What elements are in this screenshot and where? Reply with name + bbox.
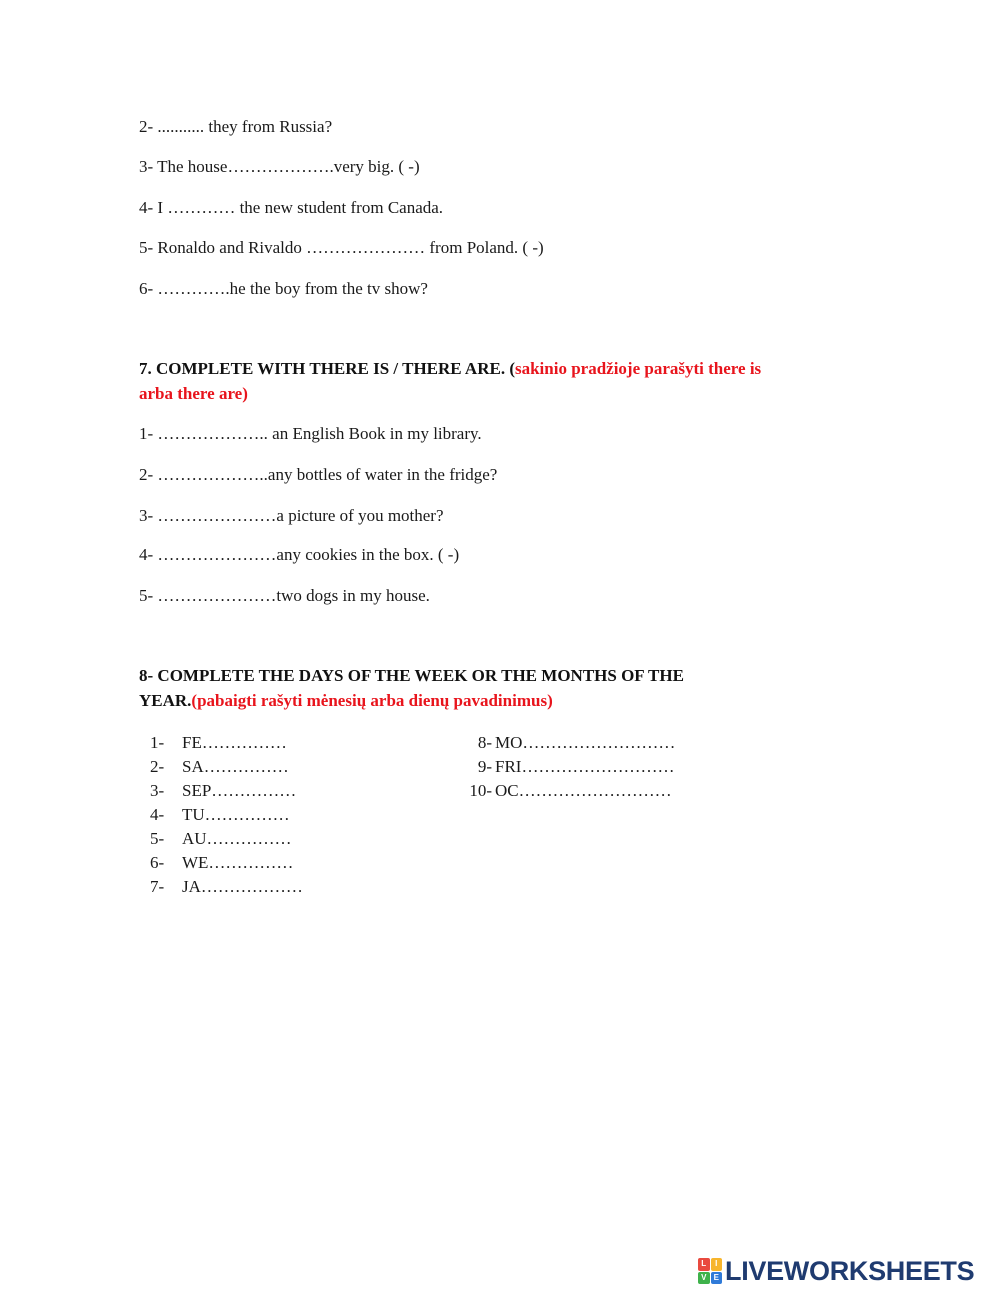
exercise-7-item-5: 5- …………………two dogs in my house. xyxy=(139,586,430,605)
badge-letter-i: I xyxy=(711,1258,723,1271)
exercise-6-item-6: 6- ………….he the boy from the tv show? xyxy=(139,279,428,298)
exercise-6-item-3: 3- The house……………….very big. ( -) xyxy=(139,157,420,176)
exercise-6-item-2: 2- ........... they from Russia? xyxy=(139,117,333,136)
exercise-8-item-8: 8- MO……………………… xyxy=(477,733,676,752)
exercise-8-item-3: 3- SEP…………… xyxy=(150,781,297,800)
exercise-8-item-10: 10- OC……………………… xyxy=(469,781,672,800)
exercise-8-heading-translation: (pabaigti rašyti mėnesių arba dienų pavadinimus) xyxy=(191,691,553,710)
badge-letter-l: L xyxy=(698,1258,710,1271)
exercise-8-item-6: 6- WE…………… xyxy=(150,853,294,872)
exercise-8-heading-line1: 8- COMPLETE THE DAYS OF THE WEEK OR THE MONTHS OF THE xyxy=(139,666,684,685)
exercise-7-item-3: 3- …………………a picture of you mother? xyxy=(139,506,444,525)
exercise-7-heading-translation: sakinio pradžioje parašyti there is xyxy=(514,359,762,378)
exercise-8-item-7: 7- JA……………… xyxy=(150,877,303,896)
exercise-8-item-5: 5- AU…………… xyxy=(150,829,292,848)
badge-letter-e: E xyxy=(711,1272,723,1285)
liveworksheets-logo xyxy=(698,1257,974,1285)
badge-letter-v: V xyxy=(698,1272,710,1285)
exercise-7-item-2: 2- ………………..any bottles of water in the fridge? xyxy=(139,465,498,484)
exercise-6-item-5: 5- Ronaldo and Rivaldo ………………… from Poland. ( -) xyxy=(139,238,544,257)
exercise-7-heading-instruction: 7. COMPLETE WITH THERE IS / THERE ARE. ( xyxy=(139,359,515,378)
exercise-8-item-2: 2- SA…………… xyxy=(150,757,289,776)
exercise-7-item-4: 4- …………………any cookies in the box. ( -) xyxy=(139,545,460,564)
exercise-7-heading xyxy=(139,356,839,406)
exercise-7-heading-translation-cont: arba there are) xyxy=(139,384,248,403)
exercise-8-item-1: 1- FE…………… xyxy=(150,733,287,752)
exercise-8-item-9: 9- FRI……………………… xyxy=(477,757,675,776)
exercise-7-item-1: 1- ……………….. an English Book in my library. xyxy=(139,424,482,443)
exercise-8-heading xyxy=(139,663,859,713)
exercise-8-item-4: 4- TU…………… xyxy=(150,805,290,824)
exercise-8-heading-year: YEAR. xyxy=(139,691,192,710)
exercise-6-item-4: 4- I ………… the new student from Canada. xyxy=(139,198,444,217)
liveworksheets-badge-icon xyxy=(698,1258,722,1284)
liveworksheets-logo-text: LIVEWORKSHEETS xyxy=(725,1255,975,1286)
